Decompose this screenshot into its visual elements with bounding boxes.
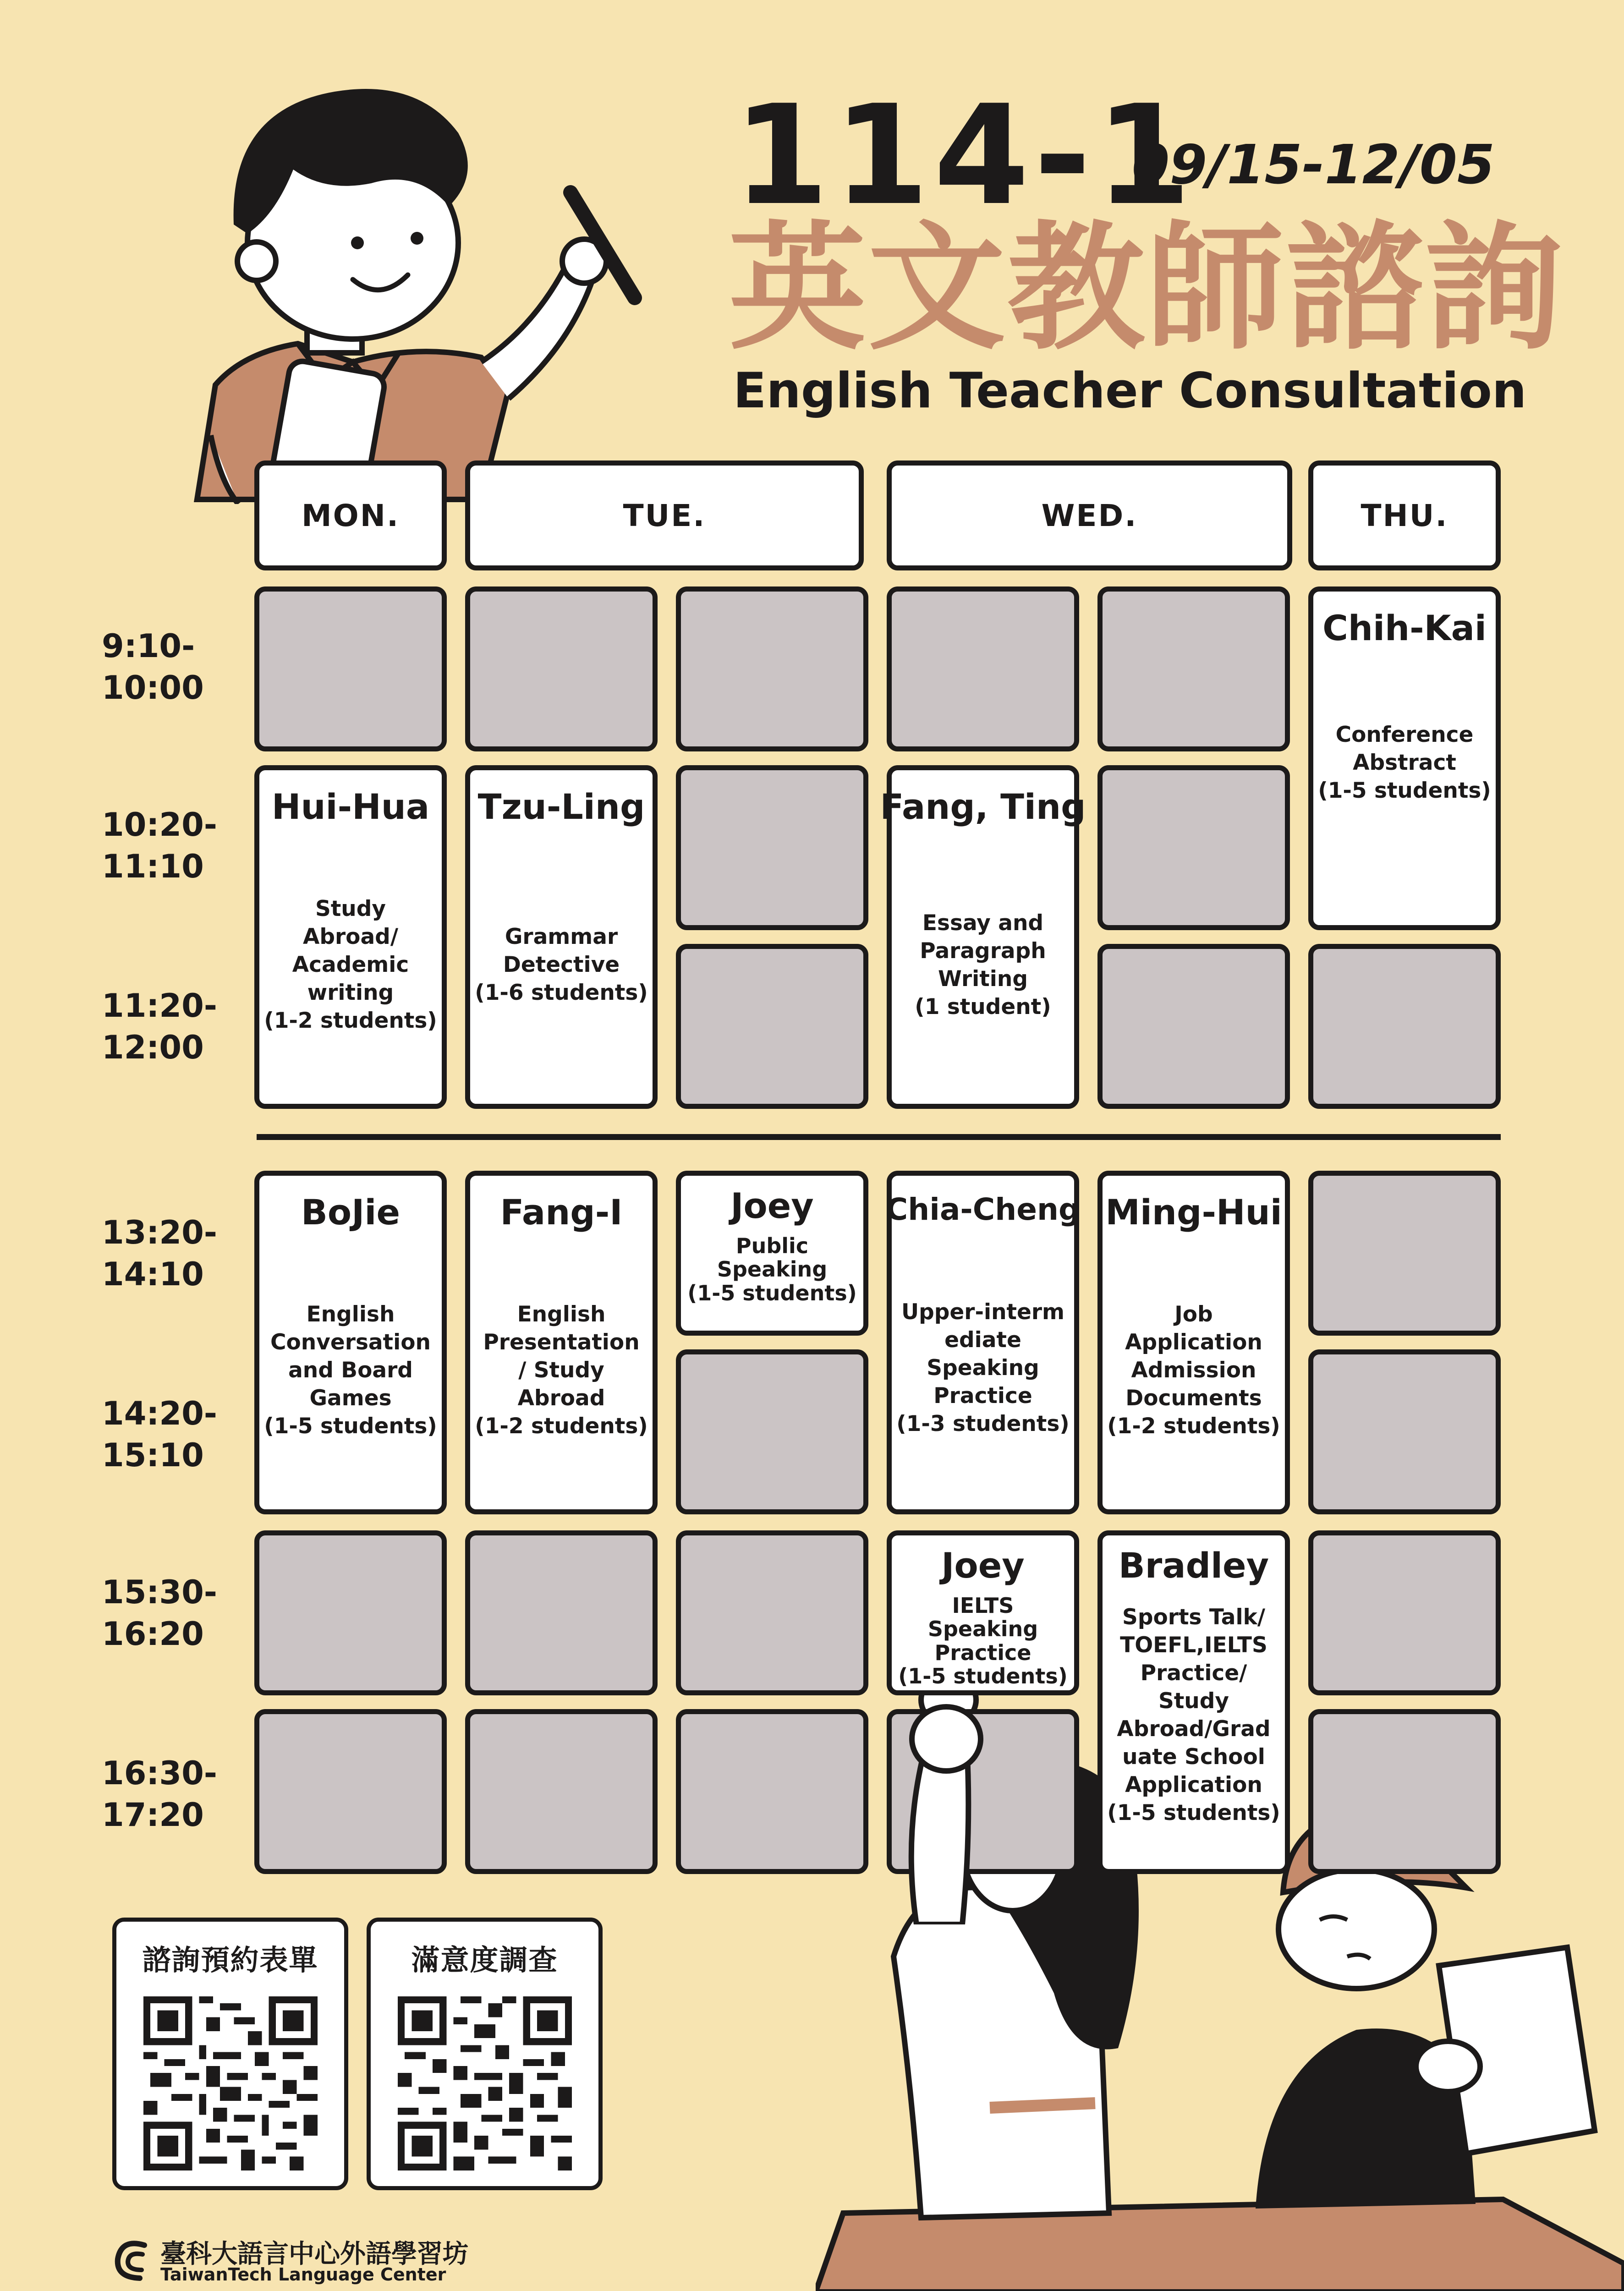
time-label: 13:20- 14:10 xyxy=(102,1214,217,1293)
booking-qr-box[interactable] xyxy=(112,1918,348,2190)
title-chinese: 英文教師諮詢 xyxy=(729,208,1564,368)
survey-qr-box[interactable] xyxy=(367,1918,603,2190)
empty-slot xyxy=(465,1530,658,1695)
org-name-english: TaiwanTech Language Center xyxy=(160,2264,446,2285)
topic-description: English Conversation and Board Games (1-5 students) xyxy=(264,1302,437,1439)
consultation-slot[interactable] xyxy=(1097,1171,1290,1514)
empty-slot xyxy=(254,586,447,751)
topic-description: English Presentation / Study Abroad (1-2 students) xyxy=(475,1302,648,1439)
topic-description: IELTS Speaking Practice (1-5 students) xyxy=(898,1593,1068,1689)
consultation-slot[interactable] xyxy=(1097,1530,1290,1874)
consultation-slot[interactable] xyxy=(254,765,447,1109)
raised-hand-icon xyxy=(884,1695,1022,1924)
time-label: 14:20- 15:10 xyxy=(102,1395,217,1474)
teacher-name: Bradley xyxy=(1118,1545,1269,1586)
teacher-name: Hui-Hua xyxy=(271,786,430,827)
time-label: 16:30- 17:20 xyxy=(102,1754,217,1834)
empty-slot xyxy=(676,1349,868,1514)
empty-slot xyxy=(1308,944,1501,1109)
title-english: English Teacher Consultation xyxy=(733,362,1527,419)
time-label: 15:30- 16:20 xyxy=(102,1573,217,1653)
empty-slot xyxy=(1308,1171,1501,1336)
empty-slot xyxy=(465,1709,658,1874)
empty-slot xyxy=(1097,765,1290,930)
teacher-name: Chih-Kai xyxy=(1322,608,1487,648)
consultation-slot[interactable] xyxy=(465,765,658,1109)
time-label: 10:20- 11:10 xyxy=(102,806,217,885)
teacher-name: Chia-Cheng xyxy=(885,1192,1081,1227)
consultation-slot[interactable] xyxy=(880,765,1086,1109)
consultation-slot[interactable] xyxy=(465,1171,658,1514)
semester-code: 114-1 xyxy=(733,76,1196,236)
empty-slot xyxy=(676,765,868,930)
topic-description: Conference Abstract (1-5 students) xyxy=(1318,722,1491,803)
language-center-logo-icon xyxy=(112,2236,154,2282)
topic-description: Public Speaking (1-5 students) xyxy=(687,1233,857,1305)
empty-slot xyxy=(1308,1349,1501,1514)
empty-slot xyxy=(676,1709,868,1874)
teacher-name: BoJie xyxy=(301,1192,400,1233)
date-range: 09/15-12/05 xyxy=(1132,133,1495,196)
empty-slot xyxy=(676,586,868,751)
topic-description: Sports Talk/ TOEFL,IELTS Practice/ Study Abroad/Grad uate School Application (1-5 students) xyxy=(1107,1604,1280,1826)
empty-slot xyxy=(676,1530,868,1695)
day-header-wed: WED. xyxy=(887,460,1292,570)
empty-slot xyxy=(1097,586,1290,751)
time-label: 9:10- 10:00 xyxy=(102,627,204,707)
time-label: 11:20- 12:00 xyxy=(102,987,217,1066)
empty-slot xyxy=(465,586,658,751)
topic-description: Job Application Admission Documents (1-2 students) xyxy=(1107,1302,1280,1439)
consultation-slot[interactable] xyxy=(676,1171,868,1336)
consultation-slot[interactable] xyxy=(254,1171,447,1514)
topic-description: Essay and Paragraph Writing (1 student) xyxy=(915,910,1051,1019)
day-header-thu: THU. xyxy=(1308,460,1501,570)
topic-description: Grammar Detective (1-6 students) xyxy=(475,924,648,1006)
survey-qr-label: 滿意度調查 xyxy=(411,1943,558,1977)
consultation-slot[interactable] xyxy=(887,1530,1079,1695)
consultation-slot[interactable] xyxy=(887,1171,1079,1514)
teacher-name: Tzu-Ling xyxy=(477,786,645,827)
empty-slot xyxy=(887,586,1079,751)
teacher-name: Joey xyxy=(730,1185,814,1226)
qr-code-icon[interactable] xyxy=(143,1996,318,2170)
empty-slot xyxy=(1097,944,1290,1109)
topic-description: Study Abroad/ Academic writing (1-2 students) xyxy=(264,896,437,1034)
teacher-name: Joey xyxy=(941,1545,1025,1586)
topic-description: Upper-interm ediate Speaking Practice (1-3 students) xyxy=(896,1299,1070,1436)
teacher-name: Fang, Ting xyxy=(880,786,1086,827)
teacher-name: Ming-Hui xyxy=(1105,1192,1282,1233)
consultation-slot[interactable] xyxy=(1308,586,1501,930)
org-name-chinese: 臺科大語言中心外語學習坊 xyxy=(160,2239,468,2269)
teacher-illustration xyxy=(160,69,664,504)
booking-qr-label: 諮詢預約表單 xyxy=(142,1943,318,1977)
empty-slot xyxy=(1308,1709,1501,1874)
empty-slot xyxy=(254,1530,447,1695)
day-header-tue: TUE. xyxy=(465,460,864,570)
lunch-divider xyxy=(257,1134,1501,1140)
teacher-name: Fang-I xyxy=(500,1192,623,1233)
empty-slot xyxy=(1308,1530,1501,1695)
day-header-mon: MON. xyxy=(254,460,447,570)
empty-slot xyxy=(254,1709,447,1874)
qr-code-icon[interactable] xyxy=(398,1996,572,2170)
empty-slot xyxy=(676,944,868,1109)
